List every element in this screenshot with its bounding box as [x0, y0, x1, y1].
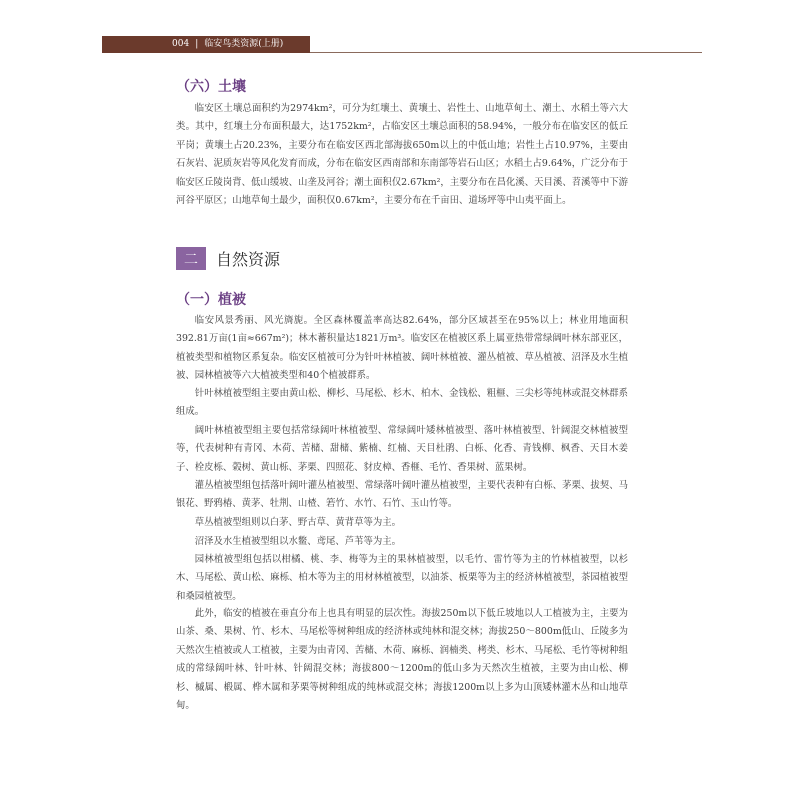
- header-rule: [310, 52, 702, 53]
- soil-paragraph: 临安区土壤总面积约为2974km²，可分为红壤土、黄壤土、岩性土、山地草甸土、潮土、水稻土等六大类。其中，红壤土分布面积最大，达1752km²，占临安区土壤总面积的58.94%，一般分布在临安区的低丘平岗；黄壤土占20.23%，主要分布在临安区西北部海拔650m以上的中低山地；岩性土占10.97%，主要由石灰岩、泥质灰岩等风化发育而成，分布在临安区西南部和东南部等岩石山区；水稻土占9.64%，广泛分布于临安区丘陵岗背、低山缓坡、山垄及河谷；潮土面积仅2.67km²，主要分布在昌化溪、天目溪、苕溪等中下游河谷平原区；山地草甸土最少，面积仅0.67km²，主要分布在千亩田、道场坪等中山夷平面上。: [176, 103, 628, 207]
- vegetation-paragraph: 园林植被型组包括以柑橘、桃、李、梅等为主的果林植被型，以毛竹、雷竹等为主的竹林植被型，以杉木、马尾松、黄山松、麻栎、柏木等为主的用材林植被型，以油茶、板栗等为主的经济林植被型，茶园植被型和桑园植被型。: [176, 554, 628, 602]
- vegetation-paragraph: 草丛植被型组则以白茅、野古草、黄背草等为主。: [194, 517, 402, 528]
- soil-heading: （六）土壤: [176, 79, 246, 95]
- vegetation-paragraph: 针叶林植被型组主要由黄山松、柳杉、马尾松、杉木、柏木、金钱松、粗榧、三尖杉等纯林或混交林群系组成。: [176, 388, 628, 418]
- vegetation-paragraph: 灌丛植被型组包括落叶阔叶灌丛植被型、常绿落叶阔叶灌丛植被型，主要代表种有白栎、茅栗、拔契、马银花、野鸦椿、黄茅、牡荆、山楂、箬竹、水竹、石竹、玉山竹等。: [176, 480, 628, 510]
- vegetation-heading: （一）植被: [176, 292, 246, 308]
- page-number: 004: [172, 39, 190, 49]
- section-number-badge: 二: [176, 247, 206, 270]
- vegetation-paragraph: 此外，临安的植被在垂直分布上也具有明显的层次性。海拔250m以下低丘坡地以人工植被为主，主要为山茶、桑、果树、竹、杉木、马尾松等树种组成的经济林或纯林和混交林；海拔250～800m低山、丘陵多为天然次生植被或人工植被，主要为由青冈、苦槠、木荷、麻栎、润楠类、栲类、杉木、马尾松、毛竹等树种组成的常绿阔叶林、针叶林、针阔混交林；海拔800～1200m的低山多为天然次生植被，主要为由山松、柳杉、槭属、椴属、桦木属和茅栗等树种组成的纯林或混交林；海拔1200m以上多为山顶矮林灌木丛和山地草甸。: [176, 608, 628, 712]
- vegetation-paragraph: 阔叶林植被型组主要包括常绿阔叶林植被型、常绿阔叶矮林植被型、落叶林植被型、针阔混交林植被型等，代表树种有青冈、木荷、苦槠、甜槠、紫楠、红楠、天目杜鹃、白栎、化香、青钱柳、枫香、天目木姜子、栓皮栎、榖树、黄山栎、茅栗、四照花、豺皮樟、香榧、毛竹、香果树、蓝果树。: [176, 425, 628, 473]
- running-header: [102, 36, 310, 53]
- book-title: 临安鸟类资源(上册): [204, 39, 284, 49]
- section-title: 自然资源: [216, 250, 281, 269]
- header-separator: |: [195, 39, 199, 49]
- section-heading: [176, 247, 280, 270]
- vegetation-paragraph: 沼泽及水生植被型组以水鳖、鸢尾、芦苇等为主。: [194, 536, 402, 547]
- vegetation-paragraph: 临安风景秀丽、风光旖旎。全区森林覆盖率高达82.64%，部分区域甚至在95%以上；林业用地面积392.81万亩(1亩≈667m²)；林木蓄积量达1821万m³。临安区在植被区系上属亚热带常绿阔叶林东部亚区，植被类型和植物区系复杂。临安区植被可分为针叶林植被、阔叶林植被、灌丛植被、草丛植被、沼泽及水生植被、园林植被等六大植被类型和40个植被群系。: [176, 315, 628, 382]
